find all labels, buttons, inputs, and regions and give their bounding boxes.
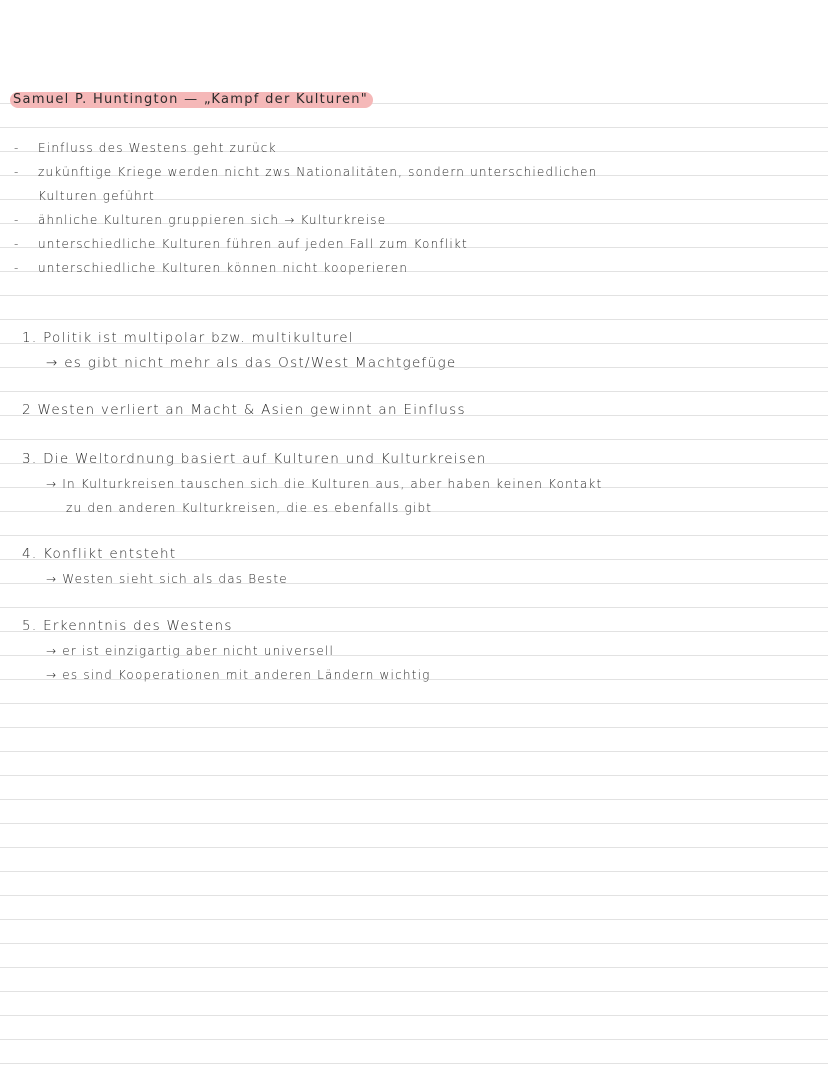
point-subline: → es sind Kooperationen mit anderen Ländern wichtig (46, 668, 431, 682)
point-heading: 3. Die Weltordnung basiert auf Kulturen und Kulturkreisen (22, 451, 487, 467)
point-heading: 1. Politik ist multipolar bzw. multikulturel (22, 330, 354, 346)
point-heading: 4. Konflikt entsteht (22, 546, 177, 562)
point-subline: → er ist einzigartig aber nicht universell (46, 644, 335, 658)
point-heading: 2 Westen verliert an Macht & Asien gewinnt an Einfluss (22, 402, 466, 418)
bullet-text: ähnliche Kulturen gruppieren sich → Kulturkreise (38, 213, 387, 227)
bullet-item (14, 140, 277, 156)
point-subline: → In Kulturkreisen tauschen sich die Kulturen aus, aber haben keinen Kontakt (46, 477, 603, 491)
bullet-text: zukünftige Kriege werden nicht zws Nationalitäten, sondern unterschiedlichen (38, 165, 598, 179)
bullet-item (14, 164, 597, 180)
bullet-marker: - (14, 141, 20, 155)
bullet-marker: - (14, 237, 20, 251)
point-heading: 5. Erkenntnis des Westens (22, 618, 233, 634)
bullet-text: Einfluss des Westens geht zurück (38, 141, 277, 155)
bullet-item (14, 236, 468, 252)
point-subline: zu den anderen Kulturkreisen, die es ebenfalls gibt (66, 501, 433, 515)
bullet-item (14, 212, 386, 228)
bullet-item (14, 260, 408, 276)
bullet-text: unterschiedliche Kulturen können nicht kooperieren (38, 261, 409, 275)
bullet-marker: - (14, 261, 20, 275)
bullet-text: unterschiedliche Kulturen führen auf jeden Fall zum Konflikt (38, 237, 468, 251)
point-subline: → es gibt nicht mehr als das Ost/West Machtgefüge (46, 355, 457, 371)
bullet-marker: - (14, 213, 20, 227)
bullet-continuation: Kulturen geführt (38, 189, 155, 203)
page-title: Samuel P. Huntington — „Kampf der Kulturen" (10, 92, 373, 108)
bullet-marker: - (14, 165, 20, 179)
point-subline: → Westen sieht sich als das Beste (46, 572, 288, 586)
